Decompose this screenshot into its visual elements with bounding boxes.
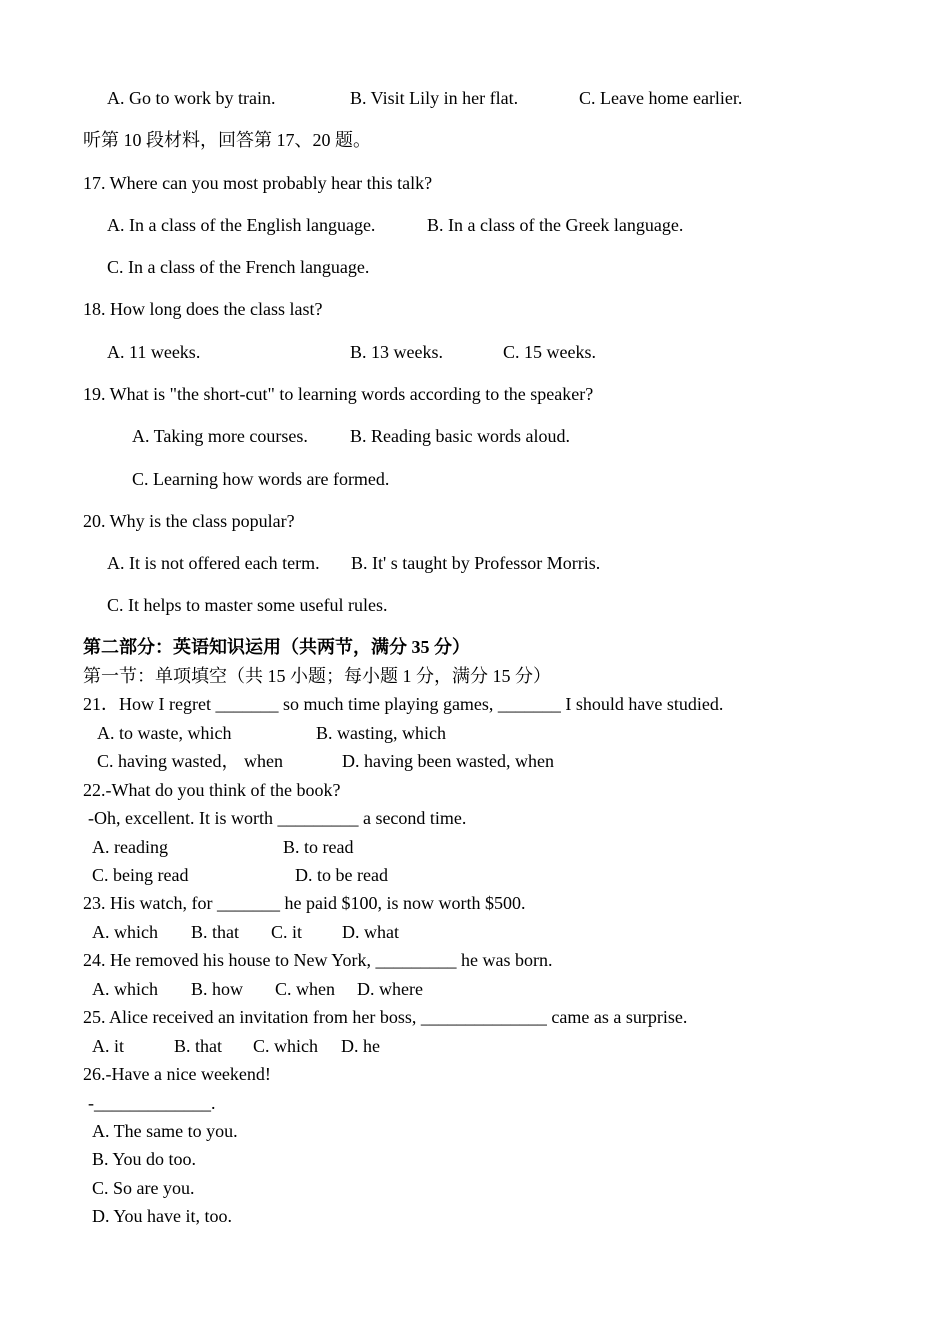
q23-option-a: A. which [92, 922, 158, 942]
q24-text: 24. He removed his house to New York, _________ he was born. [83, 950, 553, 970]
q21-option-a: A. to waste, which [97, 723, 232, 743]
q23-option-d: D. what [342, 922, 399, 942]
q26-option-d: D. You have it, too. [92, 1206, 233, 1226]
q16-option-b: B. Visit Lily in her flat. [350, 88, 519, 108]
q26-option-c: C. So are you. [92, 1178, 195, 1198]
q23-option-c: C. it [271, 922, 303, 942]
q26-response-blank: -_____________. [88, 1093, 216, 1113]
q18-option-b: B. 13 weeks. [350, 342, 443, 362]
q16-option-a: A. Go to work by train. [107, 88, 276, 108]
q24-option-b: B. how [191, 979, 244, 999]
q24-option-a: A. which [92, 979, 158, 999]
q19-option-a: A. Taking more courses. [132, 426, 308, 446]
q22-option-b: B. to read [283, 837, 354, 857]
q17-option-b: B. In a class of the Greek language. [427, 215, 684, 235]
q24-option-d: D. where [357, 979, 423, 999]
q21-option-c: C. having wasted， when [97, 751, 283, 771]
q25-option-d: D. he [341, 1036, 380, 1056]
part-two-heading: 第二部分：英语知识运用（共两节，满分 35 分） [83, 637, 470, 657]
q25-text: 25. Alice received an invitation from her boss, ______________ came as a surprise. [83, 1007, 688, 1027]
q24-option-c: C. when [275, 979, 335, 999]
q17-text: 17. Where can you most probably hear this talk? [83, 173, 433, 193]
q18-option-a: A. 11 weeks. [107, 342, 201, 362]
listening-instruction: 听第 10 段材料，回答第 17、20 题。 [83, 130, 371, 150]
q20-option-b: B. It' s taught by Professor Morris. [351, 553, 601, 573]
q22-response: -Oh, excellent. It is worth _________ a second time. [88, 808, 467, 828]
q17-option-a: A. In a class of the English language. [107, 215, 376, 235]
q16-option-c: C. Leave home earlier. [579, 88, 743, 108]
q20-option-a: A. It is not offered each term. [107, 553, 320, 573]
q23-text: 23. His watch, for _______ he paid $100, is now worth $500. [83, 893, 526, 913]
q21-option-b: B. wasting, which [316, 723, 446, 743]
q21-text: 21．How I regret _______ so much time playing games, _______ I should have studied. [83, 694, 724, 714]
q19-text: 19. What is "the short-cut" to learning words according to the speaker? [83, 384, 594, 404]
q26-option-a: A. The same to you. [92, 1121, 238, 1141]
q23-option-b: B. that [191, 922, 239, 942]
q22-option-a: A. reading [92, 837, 168, 857]
q20-option-c: C. It helps to master some useful rules. [107, 595, 388, 615]
q21-option-d: D. having been wasted, when [342, 751, 554, 771]
q19-option-c: C. Learning how words are formed. [132, 469, 390, 489]
q18-text: 18. How long does the class last? [83, 299, 323, 319]
q17-option-c: C. In a class of the French language. [107, 257, 370, 277]
section-one-heading: 第一节：单项填空（共 15 小题；每小题 1 分，满分 15 分） [83, 666, 551, 686]
q18-option-c: C. 15 weeks. [503, 342, 596, 362]
q25-option-a: A. it [92, 1036, 125, 1056]
q19-option-b: B. Reading basic words aloud. [350, 426, 570, 446]
q26-option-b: B. You do too. [92, 1149, 197, 1169]
q20-text: 20. Why is the class popular? [83, 511, 295, 531]
q22-text: 22.-What do you think of the book? [83, 780, 341, 800]
q25-option-c: C. which [253, 1036, 318, 1056]
q25-option-b: B. that [174, 1036, 222, 1056]
q22-option-d: D. to be read [295, 865, 388, 885]
q26-text: 26.-Have a nice weekend! [83, 1064, 271, 1084]
q22-option-c: C. being read [92, 865, 189, 885]
